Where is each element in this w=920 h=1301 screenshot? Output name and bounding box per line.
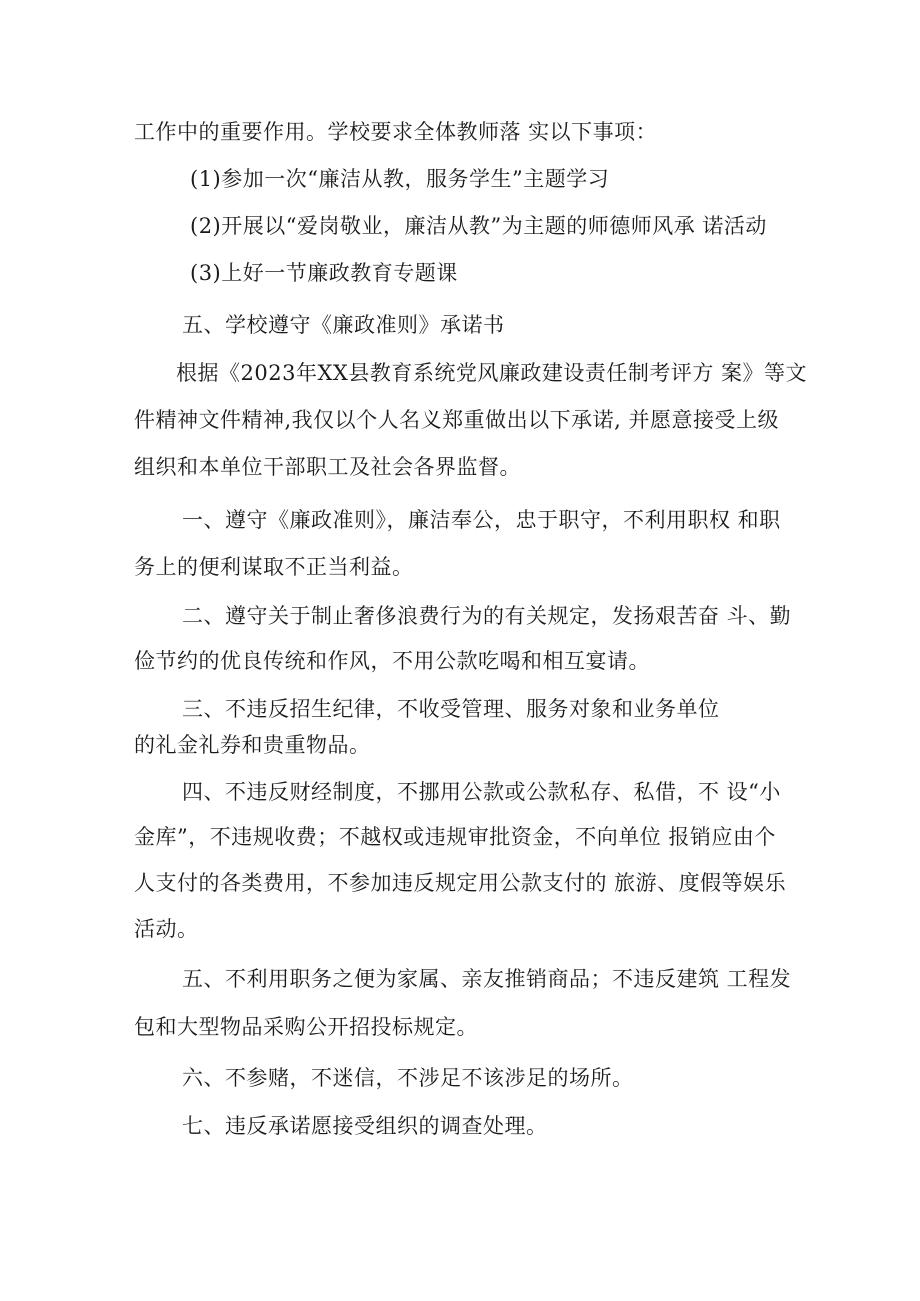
text-line: 组织和本单位干部职工及社会各界监督。 — [134, 455, 521, 479]
text-line: 三、不违反招生纪律，不收受管理、服务对象和业务单位 — [182, 697, 720, 721]
text-line: 工作中的重要作用。学校要求全体教师落 实以下事项： — [134, 120, 658, 144]
text-line: 件精神文件精神,我仅以个人名义郑重做出以下承诺, 并愿意接受上级 — [134, 408, 780, 432]
text-line: 四、不违反财经制度，不挪用公款或公款私存、私借，不 设“小 — [182, 780, 781, 804]
section-heading: 五、学校遵守《廉政准则》承诺书 — [182, 313, 505, 337]
list-item: (3)上好一节廉政教育专题课 — [190, 261, 458, 285]
text-line: 根据《2023年XX县教育系统党风廉政建设责任制考评方 案》等文 — [176, 361, 808, 385]
text-line: 五、不利用职务之便为家属、亲友推销商品；不违反建筑 工程发 — [182, 967, 792, 991]
text-line: 人支付的各类费用，不参加违反规定用公款支付的 旅游、度假等娱乐 — [134, 871, 787, 895]
text-line: 六、不参赌，不迷信，不涉足不该涉足的场所。 — [182, 1066, 634, 1090]
list-item: (2)开展以“爱岗敬业，廉洁从教”为主题的师德师风承 诺活动 — [190, 214, 767, 238]
text-line: 金库”，不违规收费；不越权或违规审批资金，不向单位 报销应由个 — [134, 825, 776, 849]
text-line: 包和大型物品采购公开招投标规定。 — [134, 1015, 478, 1039]
text-line: 活动。 — [134, 917, 199, 941]
text-line: 二、遵守关于制止奢侈浪费行为的有关规定，发扬艰苦奋 斗、勤 — [182, 604, 792, 628]
text-line: 务上的便利谋取不正当利益。 — [134, 555, 414, 579]
list-item: (1)参加一次“廉洁从教，服务学生”主题学习 — [190, 167, 610, 191]
text-line: 的礼金礼券和贵重物品。 — [134, 733, 371, 757]
text-line: 七、违反承诺愿接受组织的调查处理。 — [182, 1114, 548, 1138]
text-line: 俭节约的优良传统和作风，不用公款吃喝和相互宴请。 — [134, 649, 650, 673]
text-line: 一、遵守《廉政准则》，廉洁奉公，忠于职守，不利用职权 和职 — [182, 508, 781, 532]
